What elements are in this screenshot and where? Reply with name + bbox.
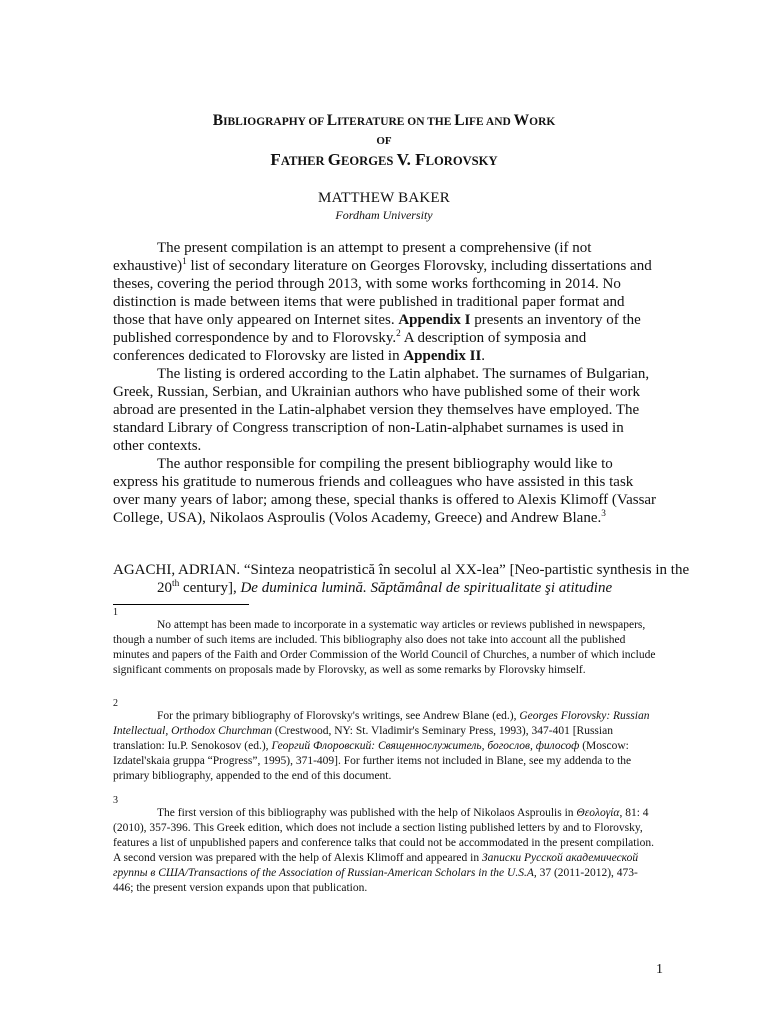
- footnote-ref-3[interactable]: 3: [601, 509, 606, 519]
- title-fragment: F: [270, 150, 281, 169]
- page-number: 1: [656, 962, 663, 977]
- footnote-text: For the primary bibliography of Florovsky's writings, see Andrew Blane (ed.), Georges Florovsky: Russian Intellectual, Orthodox Churchman (Crestwood, NY: St. Vladimir's Seminary Press, 1993), 347-401 [Russian translation: Iu.P. Senokosov (ed.), Георгий Флоровский: Священнослужитель, богослов, философ (Moscow: Izdatel'skaia gruppa “Progress”, 1995), 371-409]. For further items not included in Blane, see my addenda to the primary bibliography, appended to the end of this document.: [113, 710, 650, 782]
- title-fragment: B: [212, 112, 224, 129]
- footnote-separator: [113, 604, 249, 605]
- entry-author: AGACHI, ADRIAN.: [113, 562, 241, 578]
- author-affiliation: Fordham University: [335, 208, 433, 222]
- intro-paragraph-2: The listing is ordered according to the Latin alphabet. The surnames of Bulgarian, Greek, Russian, Serbian, and Ukrainian authors who have published some of their work abroad are presented in the Latin-alphabet version they themselves have employed. The standard Library of Congress transcription of non-Latin-alphabet surnames is used in other contexts.: [113, 366, 650, 454]
- footnote-2: [113, 698, 658, 784]
- introduction-body: [113, 239, 658, 527]
- footnote-number: 3: [113, 795, 118, 806]
- footnote-ref-2[interactable]: 2: [396, 329, 401, 339]
- title-fragment: V. F: [396, 150, 426, 169]
- document-title-line-2: OF: [376, 135, 392, 147]
- title-fragment: ITERATURE ON THE: [337, 116, 455, 128]
- title-fragment: ATHER: [280, 154, 328, 168]
- title-fragment: L: [326, 112, 338, 129]
- title-fragment: LOROVSKY: [425, 154, 498, 168]
- footnote-number: 1: [113, 607, 118, 618]
- footnote-1: [113, 607, 658, 678]
- title-fragment: G: [327, 150, 341, 169]
- footnote-ref-1[interactable]: 1: [182, 257, 187, 267]
- document-title-line-3: [0, 150, 768, 170]
- title-fragment: W: [513, 112, 530, 129]
- bibliography-entry: AGACHI, ADRIAN. “Sinteza neopatristică în secolul al XX-lea” [Neo-partistic synthesis in the 20th century], De duminica lumină. Săptămânal de spiritualitate şi atitudine: [113, 562, 690, 596]
- document-title-line-1: [0, 112, 768, 130]
- title-fragment: L: [454, 112, 465, 129]
- footnote-text: The first version of this bibliography was published with the help of Nikolaos Asproulis in Θεολογία, 81: 4 (2010), 357-396. This Greek edition, which does not include a section listing published letters by and to Florovsky, features a list of unpublished papers and conference talks that could not be accommodated in the present compilation. A second version was prepared with the help of Alexis Klimoff and appeared in Записки Русской академической группы в США/Transactions of the Association of Russian-American Scholars in the U.S.A, 37 (2011-2012), 473-446; the present version expands upon that publication.: [113, 807, 654, 894]
- intro-paragraph-3: The author responsible for compiling the present bibliography would like to express his gratitude to numerous friends and colleagues who have assisted in this task over many years of labor; among these, special thanks is offered to Alexis Klimoff (Vassar College, USA), Nikolaos Asproulis (Volos Academy, Greece) and Andrew Blane.$^3$: [113, 456, 657, 526]
- intro-paragraph-1: The present compilation is an attempt to present a comprehensive (if not exhaustive)$^1$ list of secondary literature on Georges Florovsky, including dissertations and theses, covering the period through 2013, with some works forthcoming in 2014. No distinction is made between items that were published in traditional paper format and those that have only appeared on Internet sites. Appendix I presents an inventory of the published correspondence by and to Florovsky.$^2$ A description of symposia and conferences dedicated to Florovsky are listed in Appendix II.: [113, 240, 652, 364]
- title-fragment: ORK: [529, 116, 556, 128]
- footnote-text: No attempt has been made to incorporate in a systematic way articles or reviews published in newspapers, though a number of such items are included. This bibliography also does not take into account all the published minutes and papers of the Faith and Order Commission of the World Council of Churches, a number of which include significant comments on proposals made by Florovsky, as well as some remarks by Florovsky himself.: [113, 619, 656, 676]
- author-name: MATTHEW BAKER: [318, 190, 450, 206]
- title-fragment: IFE AND: [464, 116, 514, 128]
- footnote-number: 2: [113, 698, 118, 709]
- title-fragment: IBLIOGRAPHY OF: [223, 116, 327, 128]
- footnote-3: [113, 795, 658, 896]
- title-fragment: EORGES: [341, 154, 397, 168]
